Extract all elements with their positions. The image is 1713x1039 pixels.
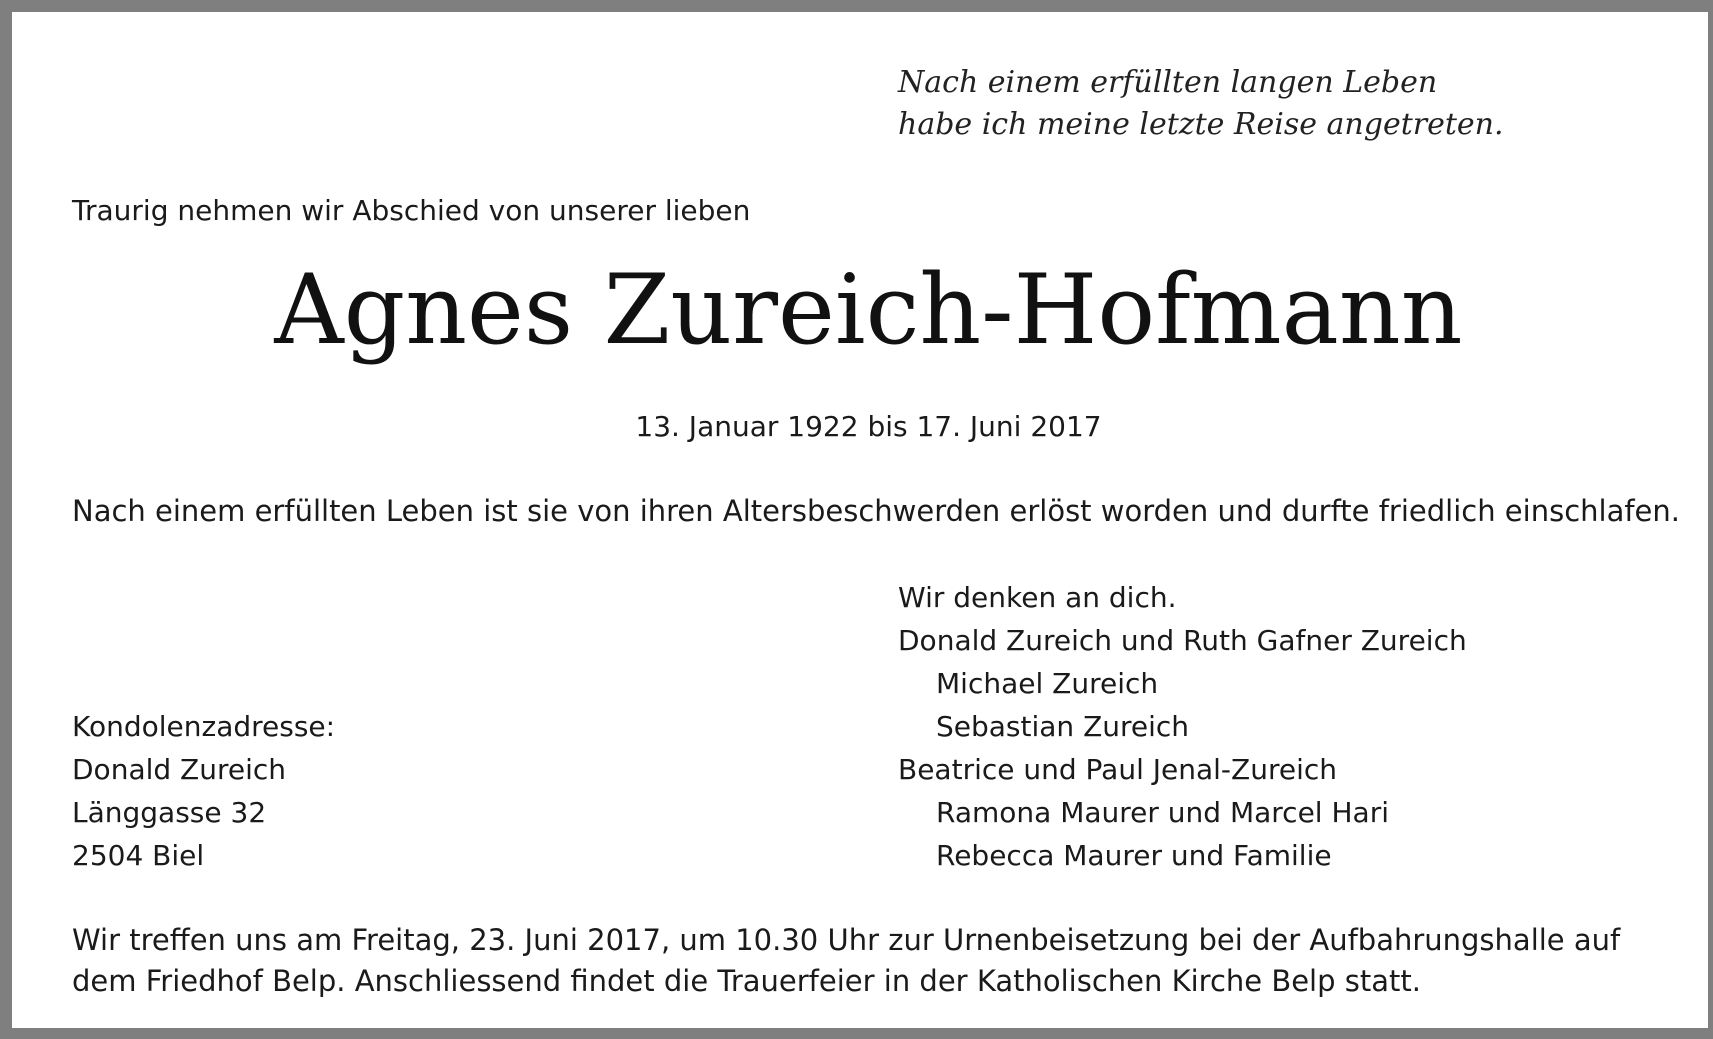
motto-line-2: habe ich meine letzte Reise angetreten. [898, 107, 1504, 142]
family-member: Beatrice und Paul Jenal-Zureich [898, 753, 1338, 786]
family-member: Donald Zureich und Ruth Gafner Zureich [898, 624, 1467, 657]
deceased-name: Agnes Zureich-Hofmann [274, 254, 1463, 366]
family-list [898, 576, 1467, 877]
address-label: Kondolenzadresse: [72, 710, 336, 743]
body-text: Nach einem erfüllten Leben ist sie von ihren Altersbeschwerden erlöst worden und durfte friedlich einschlafen. [72, 494, 1680, 528]
address-city: 2504 Biel [72, 839, 205, 872]
family-member: Ramona Maurer und Marcel Hari [936, 796, 1389, 829]
family-member: Rebecca Maurer und Familie [936, 839, 1332, 872]
address-street: Länggasse 32 [72, 796, 267, 829]
motto-quote [898, 62, 1504, 146]
family-heading: Wir denken an dich. [898, 581, 1177, 614]
family-member: Michael Zureich [936, 667, 1159, 700]
funeral-details-line-2: dem Friedhof Belp. Anschliessend findet die Trauerfeier in der Katholischen Kirche Belp statt. [72, 964, 1421, 998]
life-dates: 13. Januar 1922 bis 17. Juni 2017 [635, 410, 1102, 443]
funeral-details-line-1: Wir treffen uns am Freitag, 23. Juni 2017, um 10.30 Uhr zur Urnenbeisetzung bei der Aufbahrungshalle auf [72, 923, 1621, 957]
family-member: Sebastian Zureich [936, 710, 1190, 743]
condolence-address [72, 705, 335, 877]
address-name: Donald Zureich [72, 753, 287, 786]
funeral-details [72, 920, 1672, 1002]
intro-text: Traurig nehmen wir Abschied von unserer lieben [72, 194, 751, 227]
motto-line-1: Nach einem erfüllten langen Leben [898, 65, 1438, 100]
